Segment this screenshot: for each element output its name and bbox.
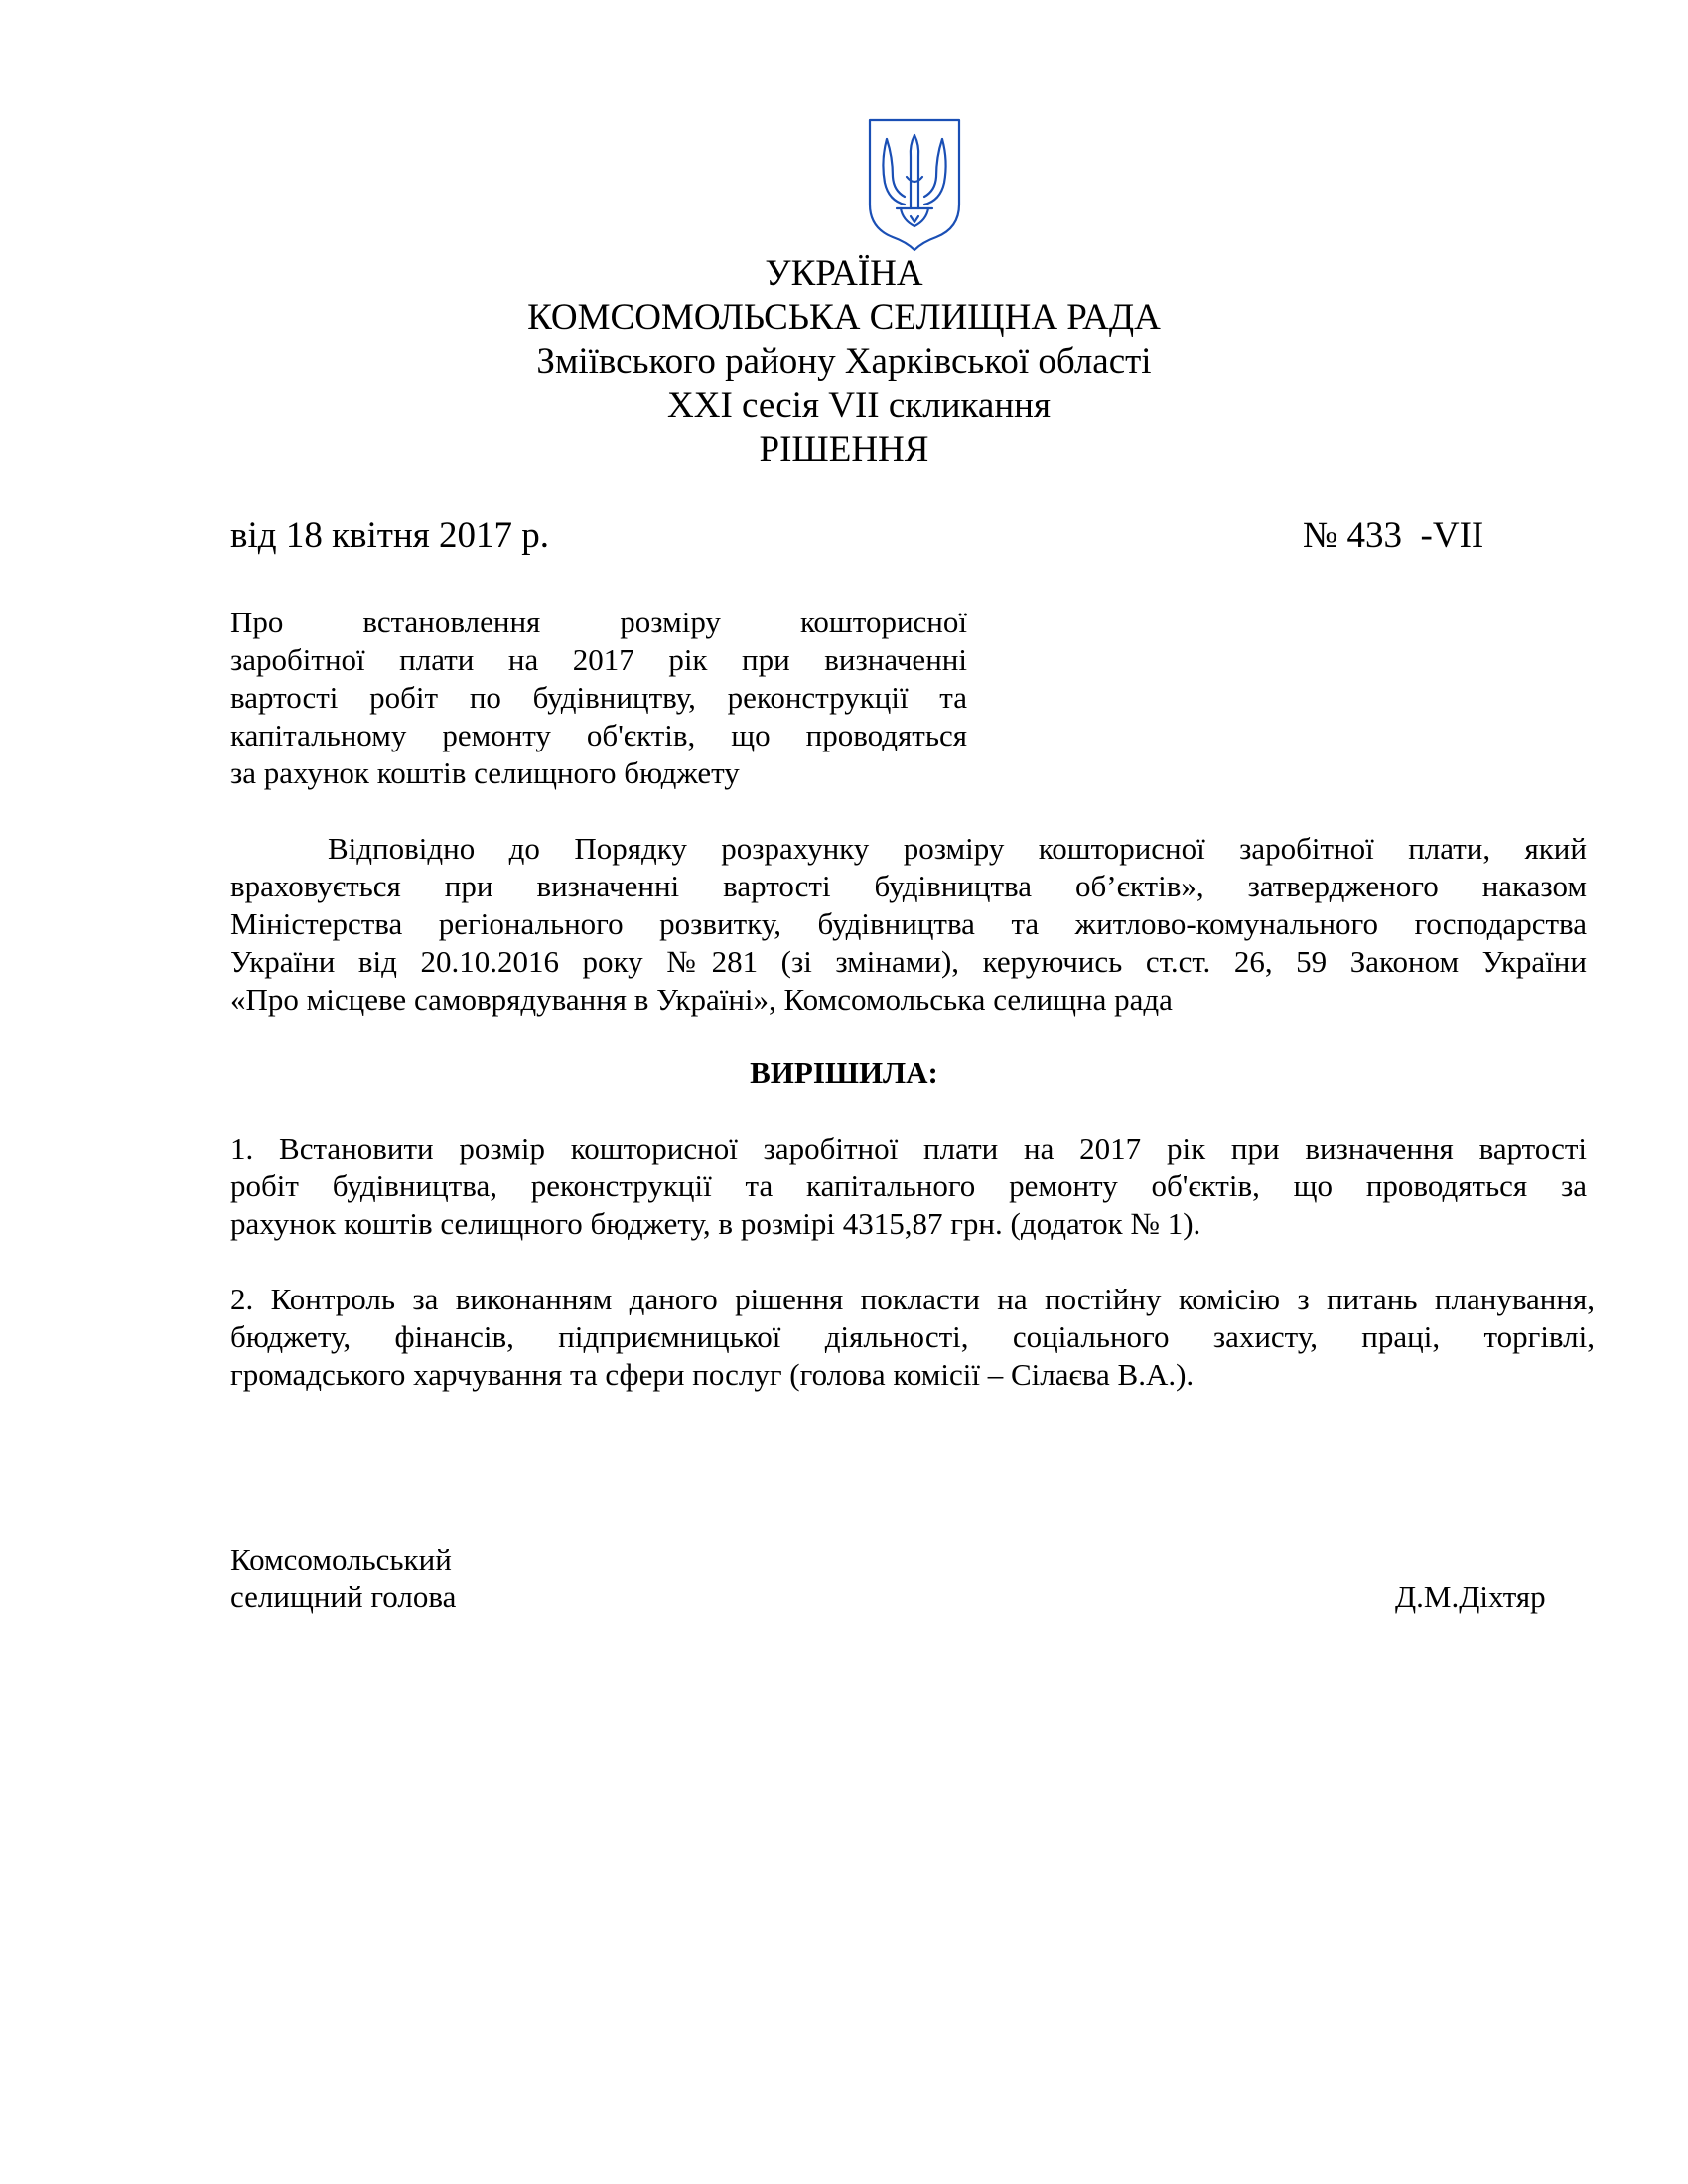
decision-item-2 [230, 1281, 1595, 1394]
header-country: УКРАЇНА [765, 253, 923, 294]
decision-date: від 18 квітня 2017 р. [230, 515, 550, 556]
preamble-line: враховується при визначенні вартості будівництва об’єктів», затвердженого наказом [230, 869, 1587, 903]
subject-line: заробітної плати на 2017 рік при визначенні [230, 642, 967, 677]
decision-number: № 433 -VII [1303, 515, 1484, 556]
subject-line: за рахунок коштів селищного бюджету [230, 755, 740, 790]
signature-title [230, 1541, 456, 1616]
decided-heading: ВИРІШИЛА: [750, 1055, 938, 1090]
preamble-line: «Про місцеве самоврядування в Україні», Комсомольська селищна рада [230, 982, 1173, 1017]
item-line: громадського харчування та сфери послуг (голова комісії – Сілаєва В.А.). [230, 1357, 1195, 1392]
preamble-line: України від 20.10.2016 року №281 (зі змінами), керуючись ст.ст. 26, 59 Законом України [230, 944, 1587, 979]
trident-coat-of-arms-icon [867, 117, 962, 252]
decision-subject [230, 604, 967, 792]
item-line: 2. Контроль за виконанням даного рішення покласти на постійну комісію з питань планування, [230, 1282, 1595, 1316]
subject-line: вартості робіт по будівництву, реконструкції та [230, 680, 967, 715]
decision-item-1 [230, 1130, 1587, 1243]
item-line: 1. Встановити розмір кошторисної заробітної плати на 2017 рік при визначення вартості [230, 1131, 1587, 1165]
preamble-paragraph [230, 830, 1587, 1019]
signature-title-line: селищний голова [230, 1579, 457, 1614]
signature-name: Д.М.Діхтяр [1395, 1579, 1546, 1614]
header-session: XXI сесія VII скликання [667, 385, 1051, 426]
item-line: бюджету, фінансів, підприємницької діяльності, соціального захисту, праці, торгівлі, [230, 1319, 1595, 1354]
preamble-line: Міністерства регіонального розвитку, будівництва та житлово-комунального господарства [230, 906, 1587, 941]
header-doc-type: РІШЕННЯ [759, 429, 929, 470]
signature-title-line: Комсомольський [230, 1542, 452, 1576]
header-council: КОМСОМОЛЬСЬКА СЕЛИЩНА РАДА [527, 297, 1161, 338]
subject-line: капітальному ремонту об'єктів, що проводяться [230, 718, 967, 752]
header-district: Зміївського району Харківської області [536, 341, 1152, 382]
item-line: робіт будівництва, реконструкції та капітального ремонту об'єктів, що проводяться за [230, 1168, 1587, 1203]
preamble-line: Відповідно до Порядку розрахунку розміру кошторисної заробітної плати, який [328, 831, 1587, 866]
item-line: рахунок коштів селищного бюджету, в розмірі 4315,87 грн. (додаток № 1). [230, 1206, 1201, 1241]
subject-line: Про встановлення розміру кошторисної [230, 605, 967, 639]
